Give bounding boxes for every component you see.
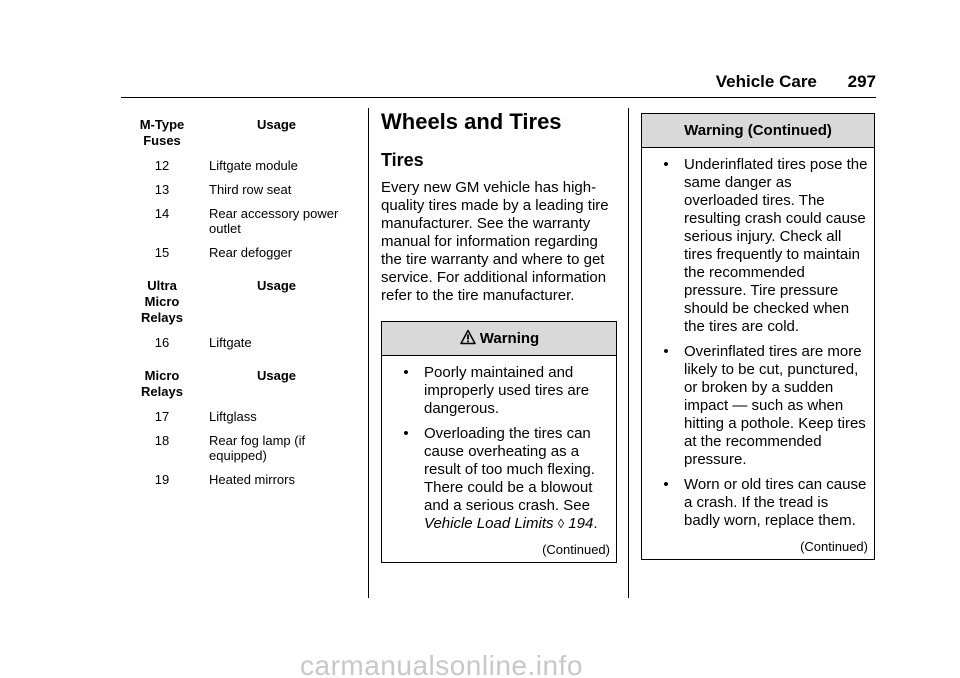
fuse-column xyxy=(121,117,361,487)
warning-list xyxy=(382,356,616,542)
cross-reference-page[interactable]: 194 xyxy=(568,515,594,532)
table-row xyxy=(121,182,361,197)
warning-continued-header: Warning (Continued) xyxy=(642,114,874,148)
row-number: 19 xyxy=(154,472,170,487)
row-number: 18 xyxy=(154,433,170,448)
row-number: 12 xyxy=(154,158,170,173)
bullet-dot: • xyxy=(403,425,409,442)
table-header-usage: Usage xyxy=(257,368,297,383)
list-item xyxy=(388,364,610,418)
row-number: 17 xyxy=(154,409,170,424)
micro-relays-table xyxy=(121,368,361,487)
header-rule xyxy=(121,97,876,98)
page-number: 297 xyxy=(847,72,876,91)
table-row xyxy=(121,245,361,260)
table-row xyxy=(121,206,361,236)
table-header-relays: Ultra Micro Relays xyxy=(141,278,183,325)
page-header xyxy=(716,72,876,92)
list-item xyxy=(388,425,610,533)
list-item xyxy=(648,476,868,530)
bullet-text-part: Overloading the tires can cause overheating as a result of too much flexing. There could be a blowout and a serious crash. See xyxy=(424,425,595,514)
bullet-dot: • xyxy=(403,364,409,381)
table-header-usage: Usage xyxy=(257,278,297,293)
row-number: 13 xyxy=(154,182,170,197)
column-divider-right xyxy=(628,108,629,598)
row-usage: Rear accessory power outlet xyxy=(209,206,339,236)
bullet-text: Worn or old tires can cause a crash. If the tread is badly worn, replace them. xyxy=(684,476,867,529)
table-header-fuses: M-Type Fuses xyxy=(139,117,185,148)
table-row xyxy=(121,433,361,463)
warning-continued-box xyxy=(641,113,875,560)
bullet-text: Overinflated tires are more likely to be cut, punctured, or broken by a sudden impact — such as when hitting a pothole. Keep tires at the recommended pressure. xyxy=(684,343,866,468)
bullet-text xyxy=(424,425,610,533)
row-number: 16 xyxy=(154,335,170,350)
bullet-text: Underinflated tires pose the same danger as overloaded tires. The resulting crash could cause serious injury. Check all tires frequently to maintain the recommended pressure. Tire pressure should be checked when the tires are cold. xyxy=(684,156,868,335)
table-row xyxy=(121,409,361,424)
section-header-title: Vehicle Care xyxy=(715,72,817,91)
column-divider-left xyxy=(368,108,369,598)
section-subtitle: Tires xyxy=(381,150,424,170)
table-row xyxy=(121,472,361,487)
section-body: Every new GM vehicle has high-quality tires made by a leading tire manufacturer. See the warranty manual for information regarding the tire warranty and where to get service. For additional information refer to the tire manufacturer. xyxy=(381,179,609,304)
table-header-usage: Usage xyxy=(257,117,297,132)
bullet-dot: • xyxy=(663,343,669,360)
section-title: Wheels and Tires xyxy=(381,109,562,134)
row-usage: Liftgate module xyxy=(209,158,298,173)
bullet-text: Poorly maintained and improperly used tires are dangerous. xyxy=(424,364,590,417)
page-reference-icon: ◊ xyxy=(557,516,565,531)
row-number: 15 xyxy=(154,245,170,260)
row-number: 14 xyxy=(154,206,170,221)
row-usage: Liftglass xyxy=(209,409,257,424)
warning-triangle-icon xyxy=(459,325,477,359)
bullet-dot: • xyxy=(663,476,669,493)
continued-label: (Continued) xyxy=(542,542,610,557)
warning-title: Warning xyxy=(479,330,540,347)
warning-box xyxy=(381,321,617,563)
middle-column xyxy=(381,108,617,563)
row-usage: Liftgate xyxy=(209,335,252,350)
table-header-relays: Micro Relays xyxy=(141,368,183,399)
row-usage: Heated mirrors xyxy=(209,472,295,487)
warning-header xyxy=(382,322,616,356)
table-row xyxy=(121,158,361,173)
row-usage: Rear fog lamp (if equipped) xyxy=(209,433,306,463)
row-usage: Rear defogger xyxy=(209,245,293,260)
list-item xyxy=(648,343,868,469)
list-item xyxy=(648,156,868,336)
warning-list xyxy=(642,148,874,539)
bullet-dot: • xyxy=(663,156,669,173)
cross-reference-link[interactable]: Vehicle Load Limits xyxy=(424,515,554,532)
watermark: carmanualsonline.info xyxy=(300,650,583,678)
continued-label: (Continued) xyxy=(800,539,868,554)
ultra-micro-relays-table xyxy=(121,278,361,350)
table-row xyxy=(121,335,361,350)
bullet-text-end: . xyxy=(593,515,598,532)
m-type-fuses-table xyxy=(121,117,361,260)
row-usage: Third row seat xyxy=(209,182,292,197)
